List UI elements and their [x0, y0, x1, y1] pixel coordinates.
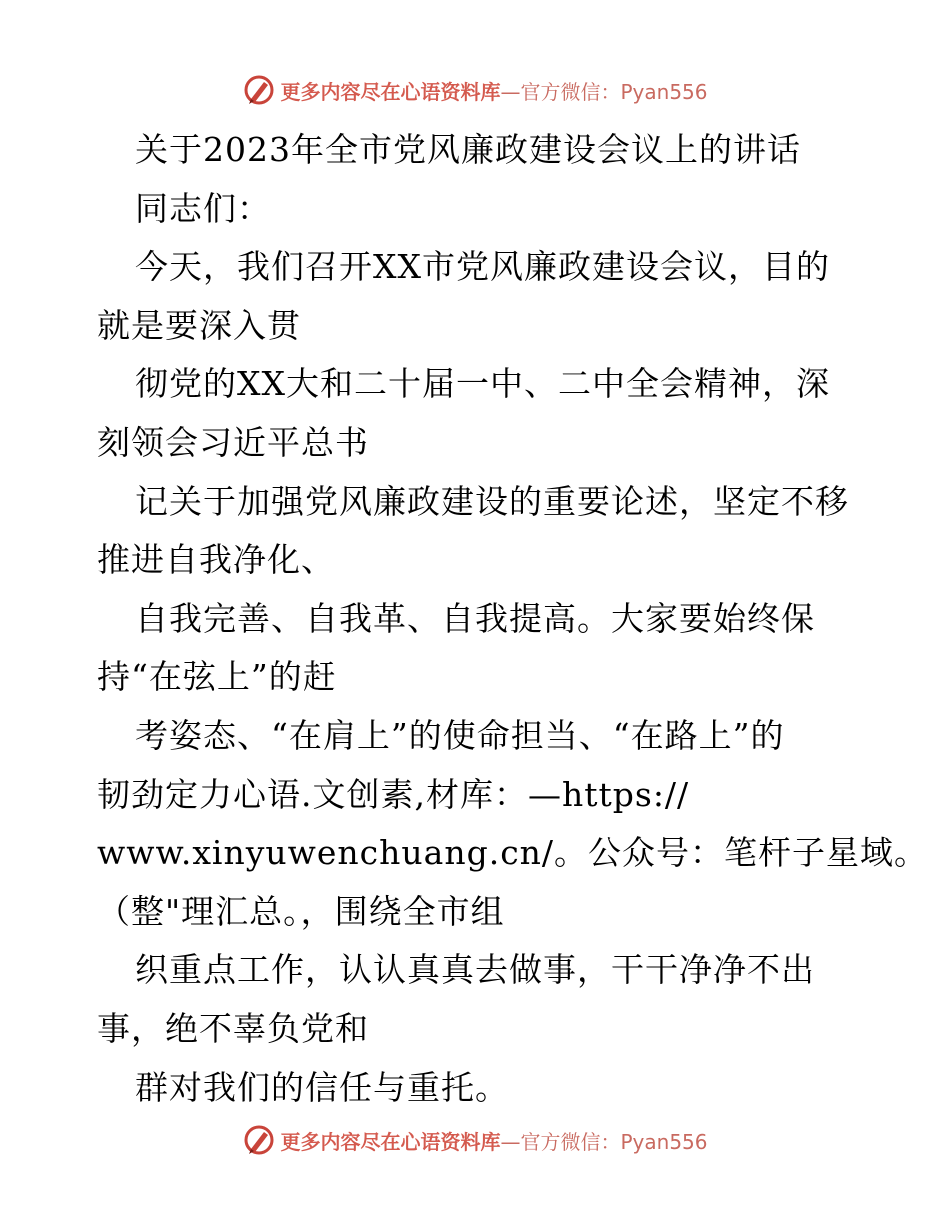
watermark-main-text: 更多内容尽在心语资料库 — [280, 79, 501, 104]
paragraph-line: 群对我们的信任与重托。 — [135, 1067, 509, 1107]
watermark-wechat-label: 官方微信： — [520, 1129, 621, 1154]
pen-circle-logo-icon — [242, 1123, 276, 1157]
paragraph-line: 考姿态、“在肩上”的使命担当、“在路上”的 — [135, 715, 785, 755]
watermark-dash: — — [500, 1129, 521, 1154]
paragraph-line: 今天，我们召开XX市党风廉政建设会议，目的 — [135, 247, 830, 287]
paragraph-line: 推进自我净化、 — [97, 540, 335, 580]
document-title: 关于2023年全市党风廉政建设会议上的讲话 — [135, 130, 801, 169]
salutation: 同志们： — [135, 188, 271, 228]
paragraph-line: 就是要深入贯 — [97, 305, 301, 345]
paragraph-line: 记关于加强党风廉政建设的重要论述，坚定不移 — [135, 481, 849, 521]
watermark-text — [280, 76, 707, 105]
paragraph-line: 事，绝不辜负党和 — [97, 1008, 369, 1048]
watermark-text — [280, 1126, 707, 1155]
paragraph-line: www.xinyuwenchuang.cn/。公众号：笔杆子星域。 — [97, 833, 929, 873]
paragraph-line: 织重点工作，认认真真去做事，干干净净不出 — [135, 950, 815, 990]
paragraph-line: （整"理汇总。，围绕全市组 — [97, 891, 505, 931]
watermark-wechat-id: Pyan556 — [620, 79, 708, 104]
paragraph-line: 刻领会习近平总书 — [97, 422, 369, 462]
watermark-main-text: 更多内容尽在心语资料库 — [280, 1129, 501, 1154]
document-body — [97, 121, 929, 1117]
header-watermark-banner — [0, 70, 950, 110]
paragraph-line: 持“在弦上”的赶 — [97, 657, 337, 697]
paragraph-line: 韧劲定力心语.文创素,材库：—https:// — [97, 774, 690, 814]
watermark-wechat-id: Pyan556 — [620, 1129, 708, 1154]
pen-circle-logo-icon — [242, 73, 276, 107]
watermark-dash: — — [500, 79, 521, 104]
paragraph-line: 彻党的XX大和二十届一中、二中全会精神，深 — [135, 364, 830, 404]
footer-watermark-banner — [0, 1120, 950, 1160]
watermark-wechat-label: 官方微信： — [520, 79, 621, 104]
paragraph-line: 自我完善、自我革、自我提高。大家要始终保 — [135, 598, 815, 638]
